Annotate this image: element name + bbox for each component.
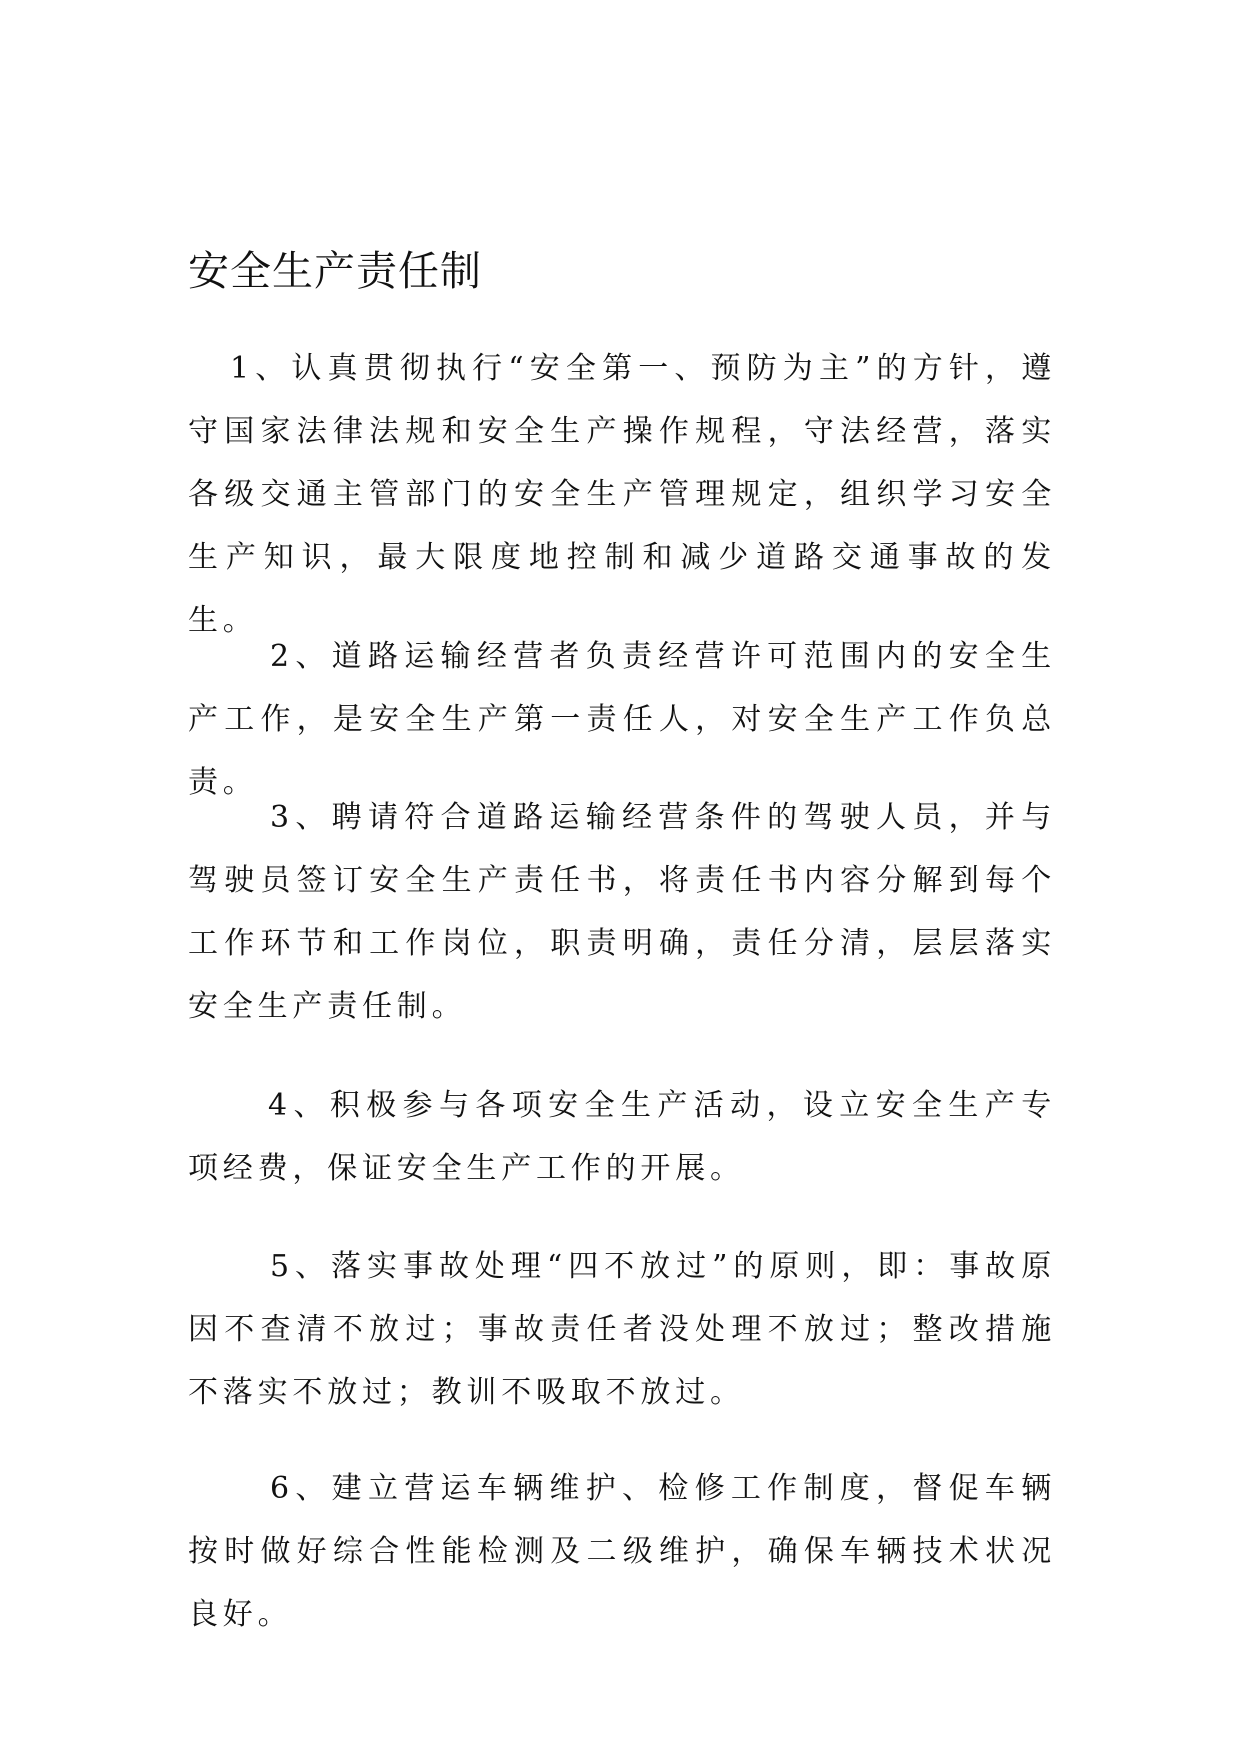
document-title: 安全生产责任制	[188, 247, 482, 295]
paragraph-4: 4、积极参与各项安全生产活动，设立安全生产专项经费，保证安全生产工作的开展。	[188, 1088, 1056, 1186]
paragraph-5: 5、落实事故处理“四不放过”的原则，即：事故原因不查清不放过；事故责任者没处理不放过；整改措施不落实不放过；教训不吸取不放过。	[188, 1249, 1056, 1410]
paragraph-3: 3、聘请符合道路运输经营条件的驾驶人员，并与驾驶员签订安全生产责任书，将责任书内容分解到每个工作环节和工作岗位，职责明确，责任分清，层层落实安全生产责任制。	[188, 800, 1056, 1024]
paragraph-2: 2、道路运输经营者负责经营许可范围内的安全生产工作，是安全生产第一责任人，对安全生产工作负总责。	[188, 639, 1056, 800]
paragraph-1: 1、认真贯彻执行“安全第一、预防为主”的方针，遵守国家法律法规和安全生产操作规程，守法经营，落实各级交通主管部门的安全生产管理规定，组织学习安全生产知识，最大限度地控制和减少道路交通事故的发生。	[188, 351, 1056, 638]
paragraph-6: 6、建立营运车辆维护、检修工作制度，督促车辆按时做好综合性能检测及二级维护，确保车辆技术状况良好。	[188, 1471, 1056, 1632]
